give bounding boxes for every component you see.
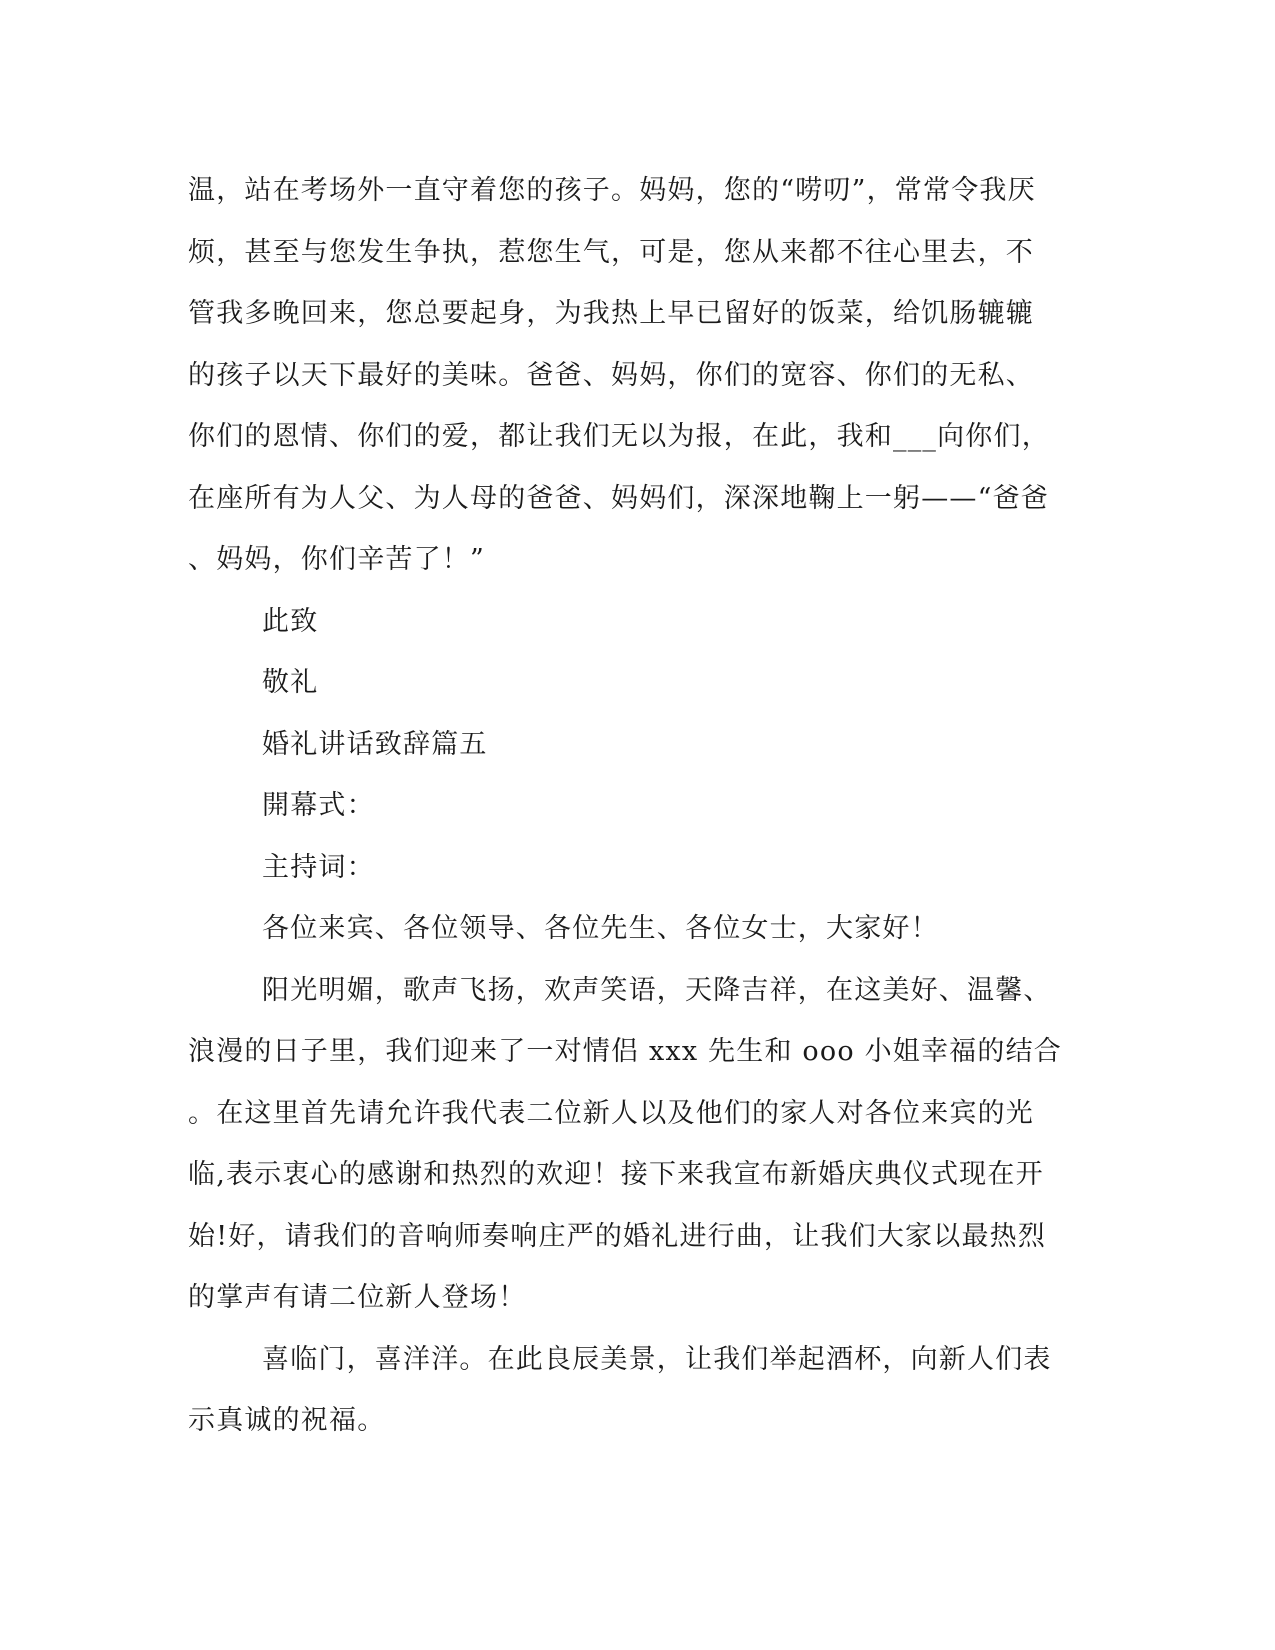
- greeting-line: 各位来宾、各位领导、各位先生、各位女士，大家好！: [262, 913, 939, 944]
- salutation-line: 敬礼: [262, 667, 319, 698]
- closing-line: 此致: [262, 605, 319, 637]
- subheading-line: 主持词：: [262, 851, 375, 883]
- text-line: 在座所有为人父、为人母的爸爸、妈妈们，深深地鞠上一躬——“爸爸: [188, 482, 1050, 514]
- text-line: 临,表示衷心的感谢和热烈的欢迎！接下来我宣布新婚庆典仪式现在开: [188, 1159, 1044, 1190]
- text-line: 烦，甚至与您发生争执，惹您生气，可是，您从来都不往心里去，不: [188, 236, 1034, 268]
- text-line: 管我多晚回来，您总要起身，为我热上早已留好的饭菜，给饥肠辘辘: [188, 298, 1034, 329]
- text-line: 温，站在考场外一直守着您的孩子。妈妈，您的“唠叨”，常常令我厌: [188, 175, 1036, 206]
- text-line: 、妈妈，你们辛苦了！”: [188, 544, 486, 575]
- paragraph-start-line: 喜临门，喜洋洋。在此良辰美景，让我们举起酒杯，向新人们表: [262, 1343, 1052, 1375]
- text-line: 始!好，请我们的音响师奏响庄严的婚礼进行曲，让我们大家以最热烈: [188, 1220, 1047, 1252]
- text-line: 示真诚的祝福。: [188, 1405, 386, 1436]
- text-line: 。在这里首先请允许我代表二位新人以及他们的家人对各位来宾的光: [188, 1097, 1034, 1129]
- text-line: 的孩子以天下最好的美味。爸爸、妈妈，你们的宽容、你们的无私、: [188, 359, 1034, 391]
- text-line: 的掌声有请二位新人登场！: [188, 1282, 527, 1313]
- text-line: 你们的恩情、你们的爱，都让我们无以为报，在此，我和___向你们，: [188, 421, 1050, 452]
- text-line: 浪漫的日子里，我们迎来了一对情侣 xxx 先生和 ooo 小姐幸福的结合: [188, 1036, 1062, 1067]
- document-body: [188, 160, 1078, 1452]
- section-title: 婚礼讲话致辞篇五: [262, 728, 488, 760]
- subheading-line: 開幕式：: [262, 790, 375, 821]
- paragraph-start-line: 阳光明媚，歌声飞扬，欢声笑语，天降吉祥，在这美好、温馨、: [262, 974, 1052, 1006]
